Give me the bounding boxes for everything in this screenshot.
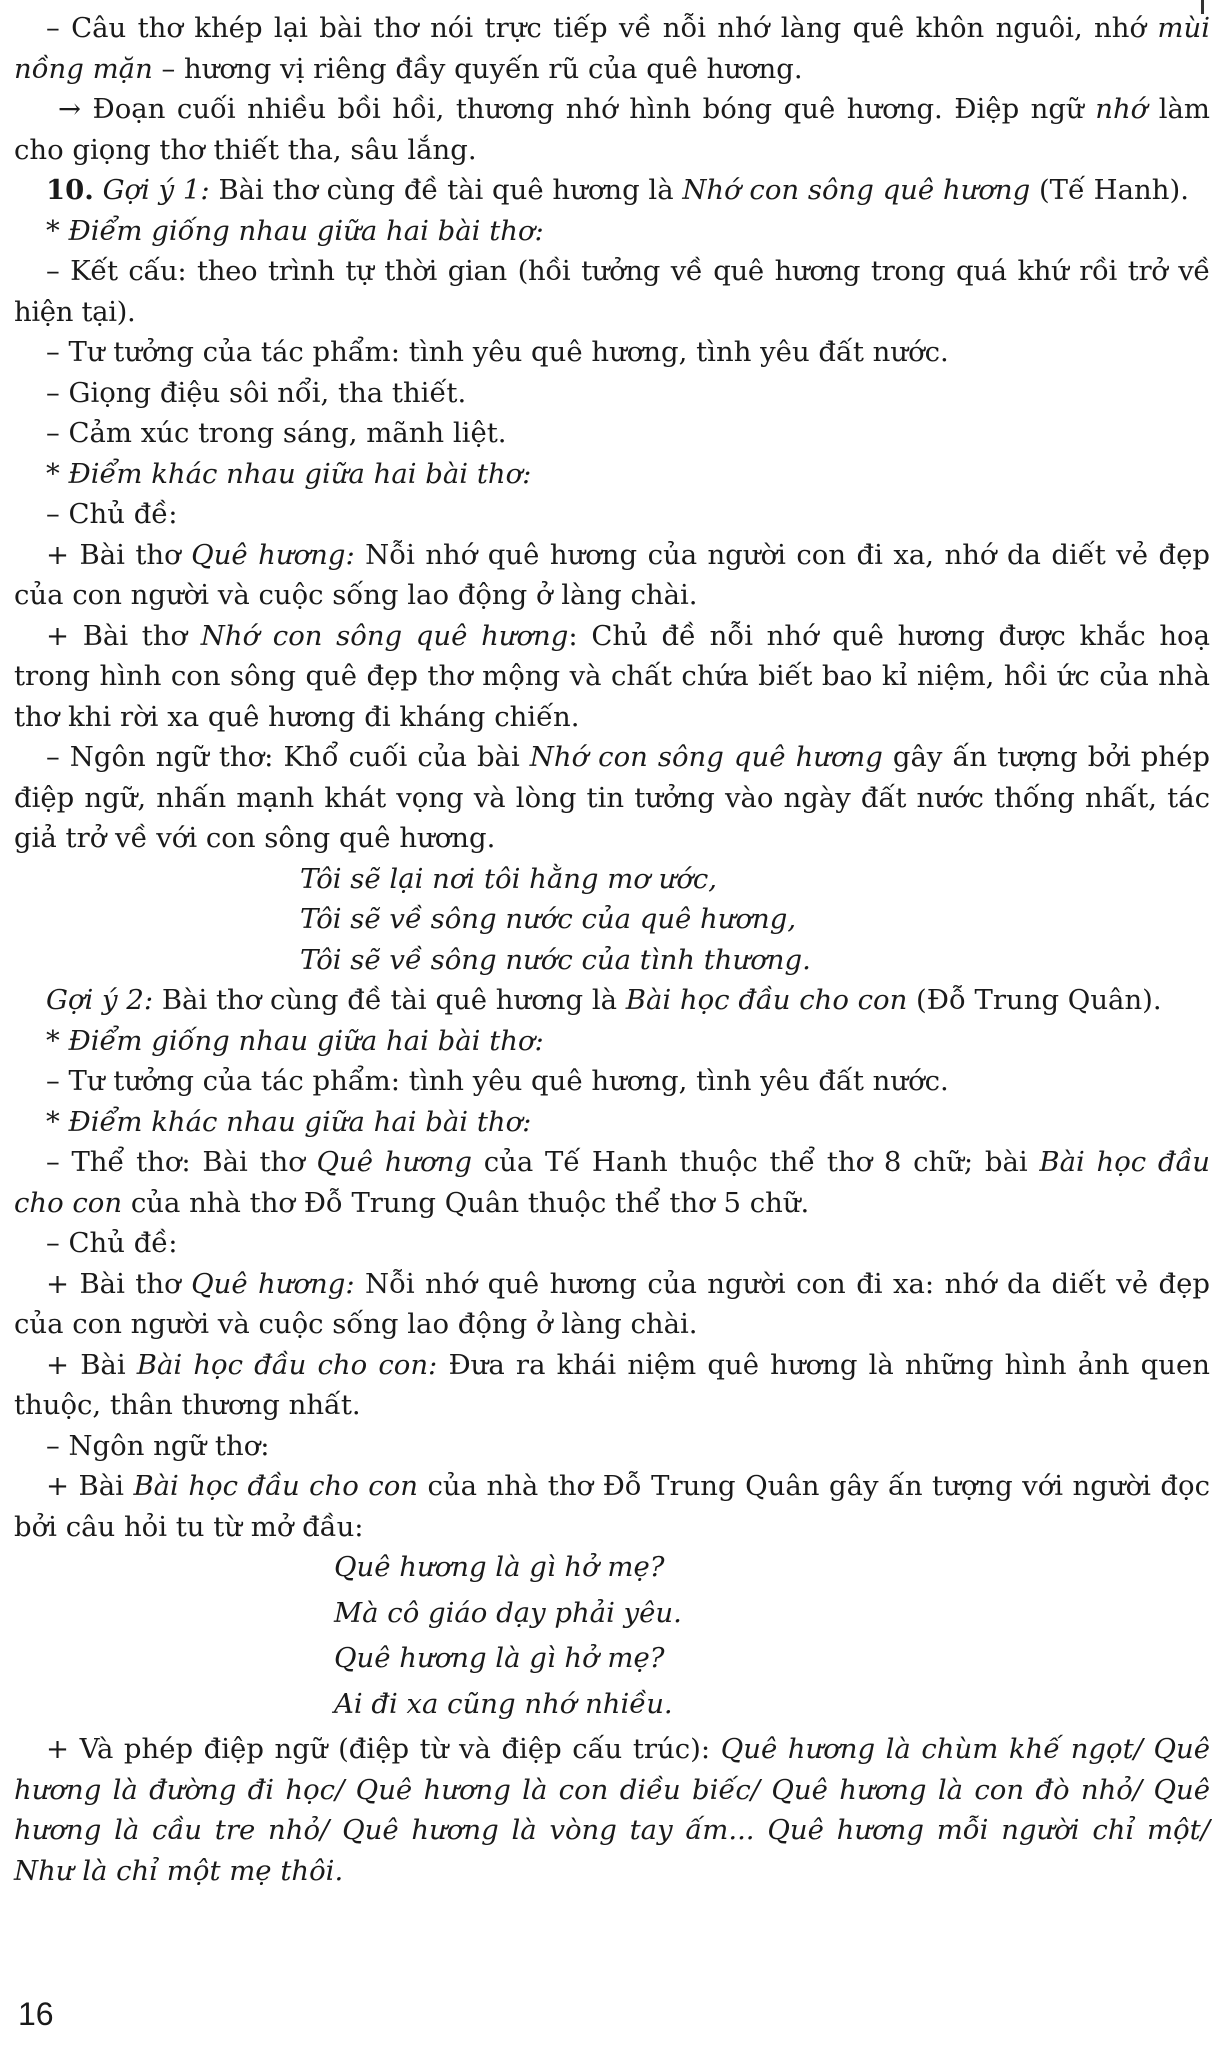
text-run: – Câu thơ khép lại bài thơ nói trực tiếp về nỗi nhớ làng quê khôn nguôi, nhớ [46,12,1158,44]
italic-run: Quê hương: [191,538,355,571]
heading-differences: * Điểm khác nhau giữa hai bài thơ: [46,457,532,490]
text-run: → Đoạn cuối nhiều bồi hồi, thương nhớ hình bóng quê hương. Điệp ngữ [58,93,1096,125]
paragraph-structure: – Kết cấu: theo trình tự thời gian (hồi tưởng về quê hương trong quá khứ rồi trở về hiện tại). [14,255,1210,328]
poem-line: Tôi sẽ về sông nước của tình thương. [300,943,811,976]
paragraph-conclusion [14,89,1210,170]
text-run: Đưa ra khái niệm quê hương là những hình ảnh quen thuộc, thân thương nhất. [14,1348,1210,1421]
paragraph-ideology-2: – Tư tưởng của tác phẩm: tình yêu quê hương, tình yêu đất nước. [46,1065,949,1097]
italic-run: nhớ [1095,93,1148,125]
italic-run: Nhớ con sông quê hương [529,741,883,773]
italic-run: Bài học đầu cho con [14,1146,1211,1219]
poem-excerpt-1 [14,859,1210,981]
heading-differences-2: * Điểm khác nhau giữa hai bài thơ: [46,1105,532,1138]
text-run: – Ngôn ngữ thơ: Khổ cuối của bài [46,741,530,773]
document-page [14,8,1210,1891]
paragraph-rhetorical-question [14,1466,1210,1547]
text-run: + Bài thơ [46,619,201,652]
paragraph-ideology: – Tư tưởng của tác phẩm: tình yêu quê hương, tình yêu đất nước. [46,336,949,368]
text-run: Bài thơ cùng đề tài quê hương là [209,174,683,206]
italic-run: Bài học đầu cho con: [136,1348,438,1381]
italic-run: Gợi ý 2: [46,984,154,1016]
text-run: (Tế Hanh). [1030,174,1189,206]
paragraph-theme-bai-hoc [14,1345,1210,1426]
text-run: + Và phép điệp ngữ (điệp từ và điệp cấu trúc): [46,1733,721,1765]
italic-run: Bài học đầu cho con [133,1470,418,1502]
text-run: làm cho giọng thơ thiết tha, sâu lắng. [14,93,1211,166]
italic-run: Quê hương là chùm khế ngọt/ Quê hương là đường đi học/ Quê hương là con diều biếc/ Quê hương là con đò nhỏ/ Quê hương là cầu tre nhỏ/ Quê hương là vòng tay ấm... Quê hương mỗi người chỉ một/ Như là chỉ một mẹ thôi. [14,1733,1210,1887]
text-run: Bài thơ cùng đề tài quê hương là [153,984,626,1016]
poem-line: Quê hương là gì hở mẹ? [334,1642,665,1674]
text-run: + Bài [46,1470,134,1502]
paragraph-closing-line [14,8,1210,89]
paragraph-theme-label-2: – Chủ đề: [46,1227,178,1259]
paragraph-language [14,737,1210,859]
text-run: Nỗi nhớ quê hương của người con đi xa: nhớ da diết vẻ đẹp của con người và cuộc sống lao động ở làng chài. [14,1267,1211,1340]
text-run: + Bài thơ [46,1267,192,1300]
paragraph-verse-form [14,1142,1210,1223]
page-number: 16 [18,1996,54,2032]
question-number: 10. [46,174,94,206]
paragraph-emotion: – Cảm xúc trong sáng, mãnh liệt. [46,417,507,449]
paragraph-theme-nho-con-song [14,616,1210,738]
text-run: – hương vị riêng đầy quyến rũ của quê hương. [152,52,803,85]
italic-run: Quê hương [316,1146,473,1178]
italic-run: Gợi ý 1: [102,174,210,206]
italic-run: mùi nồng mặn [14,12,1210,85]
heading-similarities: * Điểm giống nhau giữa hai bài thơ: [46,214,544,247]
paragraph-theme-label: – Chủ đề: [46,498,178,530]
poem-line: Quê hương là gì hở mẹ? [334,1551,665,1583]
text-run: (Đỗ Trung Quân). [907,984,1162,1016]
poem-line: Tôi sẽ về sông nước của quê hương, [300,903,797,935]
text-run: + Bài thơ [46,538,192,571]
poem-line: Mà cô giáo dạy phải yêu. [334,1596,682,1629]
text-run: gây ấn tượng bởi phép điệp ngữ, nhấn mạnh khát vọng và lòng tin tưởng vào ngày đất nước thống nhất, tác giả trở về với con sông quê hương. [14,741,1210,854]
paragraph-theme-que-huong-2 [14,1264,1210,1345]
italic-run: Bài học đầu cho con [625,984,908,1016]
text-run: + Bài [46,1348,137,1381]
text-run: của nhà thơ Đỗ Trung Quân gây ấn tượng với người đọc bởi câu hỏi tu từ mở đầu: [14,1470,1210,1543]
text-run: của Tế Hanh thuộc thể thơ 8 chữ; bài [472,1146,1040,1178]
text-run: Nỗi nhớ quê hương của người con đi xa, nhớ da diết vẻ đẹp của con người và cuộc sống lao động ở làng chài. [14,538,1210,611]
paragraph-repetition [14,1729,1210,1891]
text-run: – Thể thơ: Bài thơ [46,1146,317,1178]
text-run: của nhà thơ Đỗ Trung Quân thuộc thể thơ 5 chữ. [122,1186,810,1219]
paragraph-language-label: – Ngôn ngữ thơ: [46,1429,270,1462]
poem-line: Ai đi xa cũng nhớ nhiều. [334,1687,673,1720]
paragraph-question-10 [14,170,1210,211]
italic-run: Quê hương: [191,1267,355,1300]
poem-line: Tôi sẽ lại nơi tôi hằng mơ ước, [300,862,718,895]
poem-excerpt-2 [14,1547,1210,1724]
text-run: : Chủ đề nỗi nhớ quê hương được khắc hoạ trong hình con sông quê đẹp thơ mộng và chất chứa biết bao kỉ niệm, hồi ức của nhà thơ khi rời xa quê hương đi kháng chiến. [14,619,1211,733]
heading-similarities-2: * Điểm giống nhau giữa hai bài thơ: [46,1024,544,1057]
paragraph-tone: – Giọng điệu sôi nổi, tha thiết. [46,376,467,409]
italic-run: Nhớ con sông quê hương [682,174,1031,206]
paragraph-suggestion-2 [14,980,1210,1021]
italic-run: Nhớ con sông quê hương [200,619,569,652]
paragraph-theme-que-huong [14,535,1210,616]
